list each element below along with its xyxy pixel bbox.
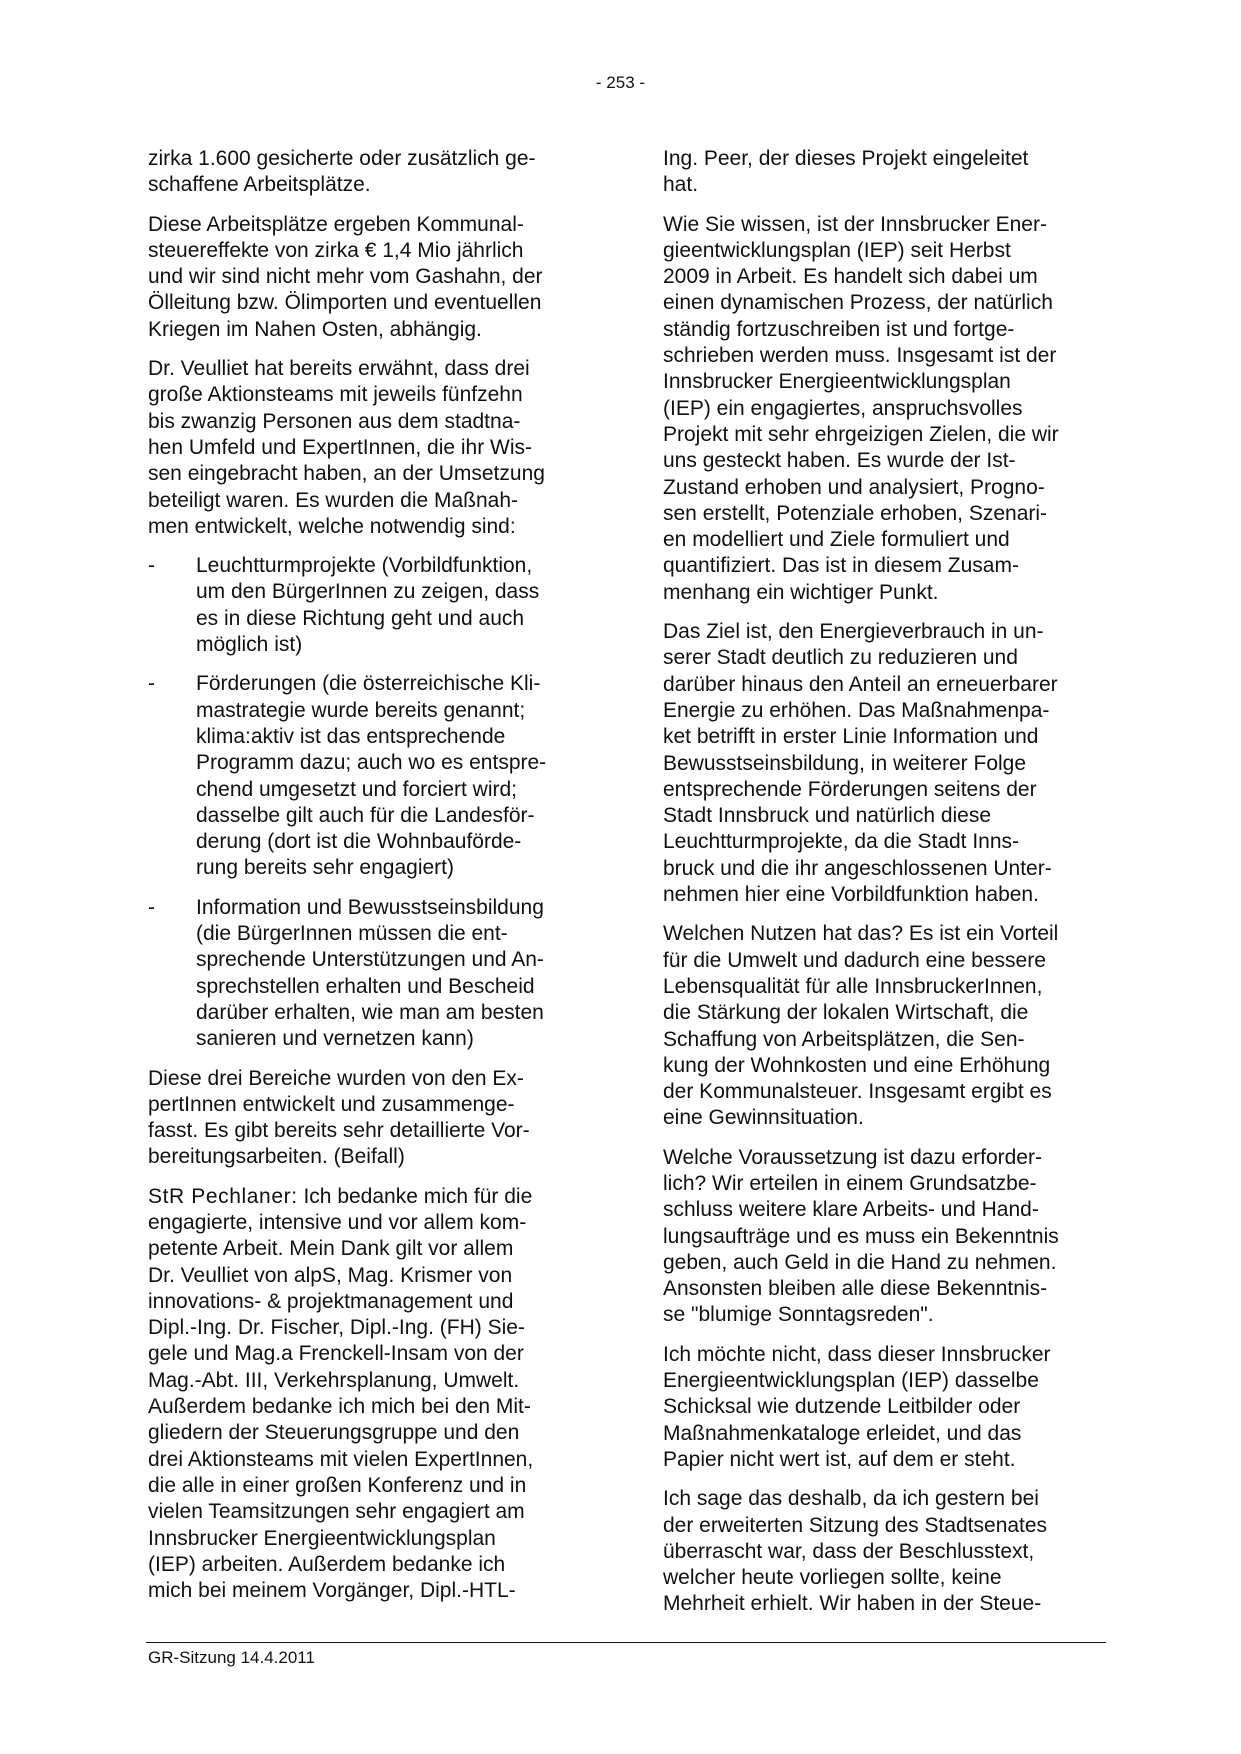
list-dash: - xyxy=(148,895,155,919)
paragraph: Dr. Veulliet hat bereits erwähnt, dass drei große Aktionsteams mit jeweils fünfzehn bis zwanzig Personen aus dem stadtna- hen Umfeld und ExpertInnen, die ihr Wis- sen eingebracht haben, an der Umsetzung beteiligt waren. Es wurden die Maßnah- men entwickelt, welche notwendig sind: xyxy=(148,357,545,538)
paragraph: Wie Sie wissen, ist der Innsbrucker Ener- gieentwicklungsplan (IEP) seit Herbst 2009 in Arbeit. Es handelt sich dabei um einen dynamischen Prozess, der natürlich ständig fortzuschreiben ist und fortge- schrieben werden muss. Insgesamt ist der Innsbrucker Energieentwicklungsplan (IEP) ein engagiertes, anspruchsvolles Projekt mit sehr ehrgeizigen Zielen, die wir uns gesteckt haben. Es wurde der Ist- Zustand erhoben und analysiert, Progno- sen erstellt, Potenziale erhoben, Szenari- en modelliert und Ziele formuliert und quantifiziert. Das ist in diesem Zusam- menhang ein wichtiger Punkt. xyxy=(663,212,1059,604)
paragraph: Welche Voraussetzung ist dazu erforder- lich? Wir erteilen in einem Grundsatzbe- schluss weitere klare Arbeits- und Hand- lungsaufträge und es muss ein Bekenntnis geben, auch Geld in die Hand zu nehmen. Ansonsten bleiben alle diese Bekenntnis- se "blumige Sonntagsreden". xyxy=(663,1145,1059,1327)
paragraph: Welchen Nutzen hat das? Es ist ein Vorteil für die Umwelt und dadurch eine bessere Lebensqualität für alle InnsbruckerInnen, die Stärkung der lokalen Wirtschaft, die Schaffung von Arbeitsplätzen, die Sen- kung der Wohnkosten und eine Erhöhung der Kommunalsteuer. Insgesamt ergibt es eine Gewinnsituation. xyxy=(663,922,1059,1130)
list-dash: - xyxy=(148,672,155,696)
left-column xyxy=(148,146,588,1617)
footer-divider xyxy=(146,1642,1106,1643)
paragraph: Diese Arbeitsplätze ergeben Kommunal- steuereffekte von zirka € 1,4 Mio jährlich und wir sind nicht mehr vom Gashahn, der Ölleitung bzw. Ölimporten und eventuellen Kriegen im Nahen Osten, abhängig. xyxy=(148,212,543,341)
list-item xyxy=(148,553,588,658)
speaker-name: StR Pechlaner: xyxy=(148,1184,298,1208)
list-item xyxy=(148,895,588,1053)
paragraph: Ich sage das deshalb, da ich gestern bei der erweiterten Sitzung des Stadtsenates überrascht war, dass der Beschlusstext, welcher heute vorliegen sollte, keine Mehrheit erhielt. Wir haben in der Steue- xyxy=(663,1487,1048,1616)
footer-text: GR-Sitzung 14.4.2011 xyxy=(148,1648,315,1667)
right-column xyxy=(663,146,1113,1631)
paragraph: Diese drei Bereiche wurden von den Ex- pertInnen entwickelt und zusammenge- fasst. Es gibt bereits sehr detaillierte Vor- bereitungsarbeiten. (Beifall) xyxy=(148,1066,530,1169)
paragraph: Das Ziel ist, den Energieverbrauch in un- serer Stadt deutlich zu reduzieren und darüber hinaus den Anteil an erneuerbarer Energie zu erhöhen. Das Maßnahmenpa- ket betrifft in erster Linie Information und Bewusstseinsbildung, in weiterer Folge entsprechende Förderungen seitens der Stadt Innsbruck und natürlich diese Leuchtturmprojekte, da die Stadt Inns- bruck und die ihr angeschlossenen Unter- nehmen hier eine Vorbildfunktion haben. xyxy=(663,620,1058,907)
speech-paragraph xyxy=(148,1184,588,1605)
list-item-text: Leuchtturmprojekte (Vorbildfunktion, um den BürgerInnen zu zeigen, dass es in diese Richtung geht und auch möglich ist) xyxy=(196,554,540,657)
list-item xyxy=(148,671,588,881)
list-item-text: Förderungen (die österreichische Kli- mastrategie wurde bereits genannt; klima:aktiv ist das entsprechende Programm dazu; auch wo es entspre- chend umgesetzt und forciert wird; dasselbe gilt auch für die Landesför- derung (dort ist die Wohnbauförde- rung bereits sehr engagiert) xyxy=(196,672,547,880)
list-dash: - xyxy=(148,554,155,578)
paragraph: zirka 1.600 gesicherte oder zusätzlich ge- schaffene Arbeitsplätze. xyxy=(148,147,536,197)
speech-text: Ich bedanke mich für die engagierte, intensive und vor allem kom- petente Arbeit. Mein Dank gilt vor allem Dr. Veulliet von alpS, Mag. Krismer von innovations- & projektmanagement und Dipl.-Ing. Dr. Fischer, Dipl.-Ing. (FH) Sie- gele und Mag.a Frenckell-Insam von der Mag.-Abt. III, Verkehrsplanung, Umwelt. Außerdem bedanke ich mich bei den Mit- gliedern der Steuerungsgruppe und den drei Aktionsteams mit vielen ExpertInnen, die alle in einer großen Konferenz und in vielen Teamsitzungen sehr engagiert am Innsbrucker Energieentwicklungsplan (IEP) arbeiten. Außerdem bedanke ich mich bei meinem Vorgänger, Dipl.-HTL- xyxy=(148,1184,534,1603)
page-number: - 253 - xyxy=(595,73,646,92)
paragraph: Ing. Peer, der dieses Projekt eingeleitet hat. xyxy=(663,147,1029,197)
list-item-text: Information und Bewusstseinsbildung (die BürgerInnen müssen die ent- sprechende Unterstützungen und An- sprechstellen erhalten und Bescheid darüber erhalten, wie man am besten sanieren und vernetzen kann) xyxy=(196,895,544,1051)
paragraph: Ich möchte nicht, dass dieser Innsbrucker Energieentwicklungsplan (IEP) dasselbe Schicksal wie dutzende Leitbilder oder Maßnahmenkataloge erleidet, und das Papier nicht wert ist, auf dem er steht. xyxy=(663,1342,1051,1471)
